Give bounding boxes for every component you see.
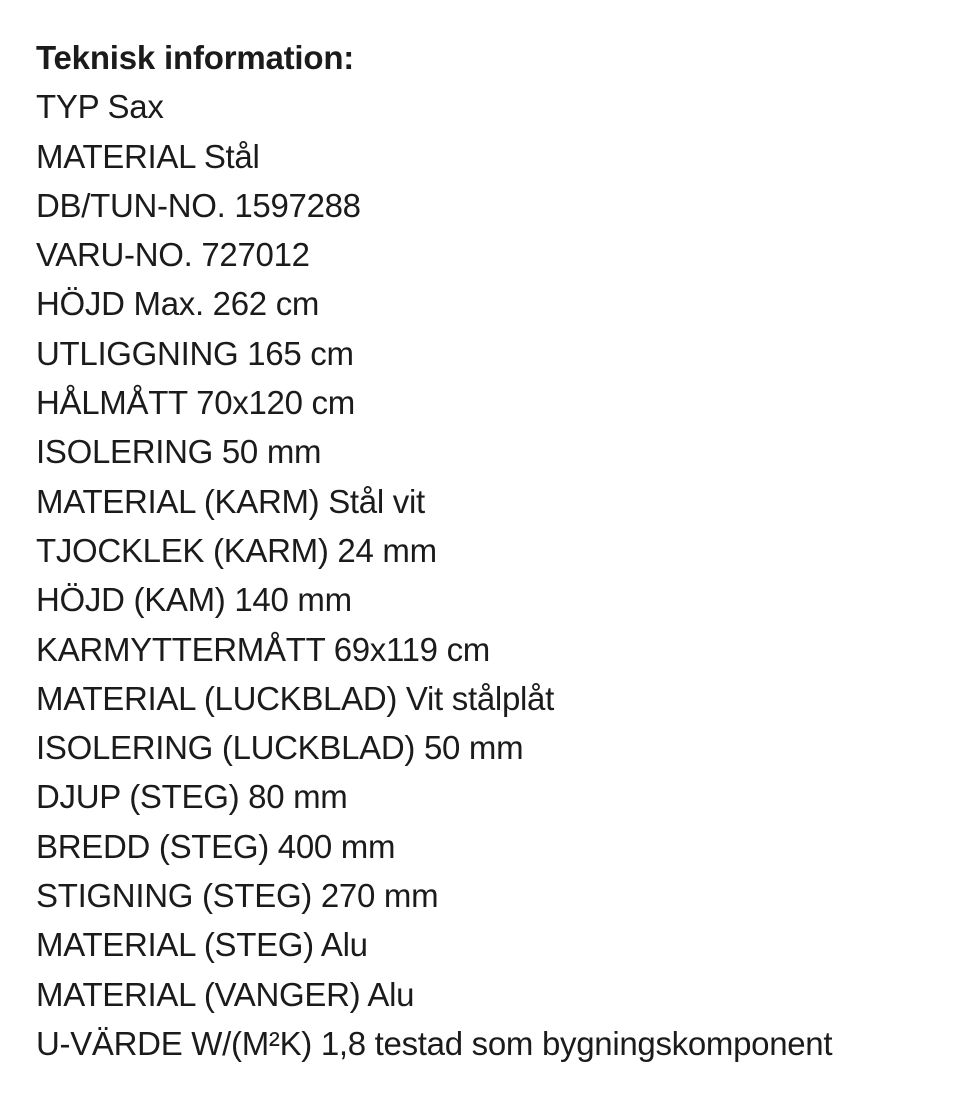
spec-row-hojd-kam: HÖJD (KAM) 140 mm bbox=[36, 581, 352, 619]
spec-row-isolering-luckblad: ISOLERING (LUCKBLAD) 50 mm bbox=[36, 729, 524, 767]
spec-row-halmatt: HÅLMÅTT 70x120 cm bbox=[36, 384, 355, 422]
spec-row-isolering: ISOLERING 50 mm bbox=[36, 433, 322, 471]
spec-row-karmyttermatt: KARMYTTERMÅTT 69x119 cm bbox=[36, 630, 490, 668]
spec-row-tjocklek-karm: TJOCKLEK (KARM) 24 mm bbox=[36, 531, 437, 569]
spec-row-bredd-steg: BREDD (STEG) 400 mm bbox=[36, 827, 396, 865]
spec-row-u-varde: U-VÄRDE W/(M²K) 1,8 testad som bygningskomponent bbox=[36, 1024, 833, 1062]
spec-row-typ: TYP Sax bbox=[36, 88, 164, 126]
spec-row-djup-steg: DJUP (STEG) 80 mm bbox=[36, 778, 348, 816]
section-title: Teknisk information: bbox=[36, 39, 355, 76]
spec-row-hojd: HÖJD Max. 262 cm bbox=[36, 285, 320, 323]
spec-row-db-tun-no: DB/TUN-NO. 1597288 bbox=[36, 186, 361, 224]
spec-row-material-vanger: MATERIAL (VANGER) Alu bbox=[36, 975, 415, 1013]
spec-row-material: MATERIAL Stål bbox=[36, 137, 260, 175]
spec-row-stigning-steg: STIGNING (STEG) 270 mm bbox=[36, 877, 439, 915]
spec-row-material-karm: MATERIAL (KARM) Stål vit bbox=[36, 482, 425, 520]
spec-row-material-luckblad: MATERIAL (LUCKBLAD) Vit stålplåt bbox=[36, 679, 554, 717]
spec-row-varu-no: VARU-NO. 727012 bbox=[36, 236, 310, 274]
spec-row-material-steg: MATERIAL (STEG) Alu bbox=[36, 926, 368, 964]
spec-row-utliggning: UTLIGGNING 165 cm bbox=[36, 334, 354, 372]
